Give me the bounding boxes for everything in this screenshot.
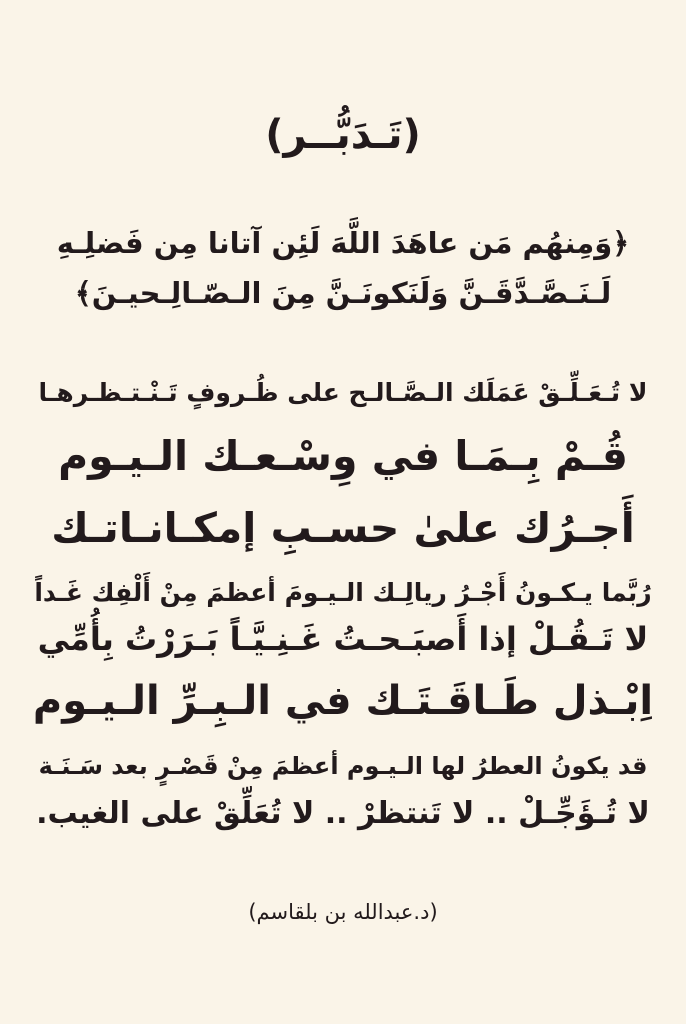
- text-line-5: لا تَـقُـلْ إذا أَصبَـحـتُ غَـنِـيَّـاً بَـرَرْتُ بِأُمِّي: [37, 620, 649, 658]
- text-line-8: لا تُـؤَجِّـلْ .. لا تَنتظرْ .. لا تُعَلِّقْ على الغيب.: [36, 796, 650, 831]
- text-line-2: قُـمْ بِـمَـا في وِسْـعـك الـيـوم: [58, 432, 628, 480]
- text-line-6: اِبْـذل طَـاقَـتَـك في الـبِـرِّ الـيـوم: [32, 678, 654, 724]
- quran-verse-line-1: ﴿وَمِنهُم مَن عاهَدَ اللَّهَ لَئِن آتانا مِن فَضلِـهِ: [56, 226, 630, 260]
- quran-verse-line-2: لَـنَـصَّـدَّقَـنَّ وَلَنَكونَـنَّ مِنَ الـصّـالِـحيـنَ﴾: [74, 276, 612, 310]
- text-line-1: لا تُـعَـلِّـقْ عَمَلَك الـصَّـالـح على ظُـروفٍ تَـنْـتـظـرهـا: [38, 378, 648, 407]
- author-signature: (د.عبدالله بن بلقاسم): [248, 900, 438, 924]
- text-line-3: أَجـرُك علىٰ حسـبِ إمكـانـاتـك: [51, 504, 635, 552]
- text-line-7: قد يكونُ العطرُ لها الـيـوم أعظمَ مِنْ قَصْـرٍ بعد سَـنَـة: [38, 752, 648, 780]
- text-line-4: رُبَّما يـكـونُ أَجْـرُ ريالِـك الـيـومَ أعظمَ مِنْ أَلْفِك غَـداً: [34, 578, 652, 607]
- page-title: (تَـدَبُّــر): [265, 112, 421, 158]
